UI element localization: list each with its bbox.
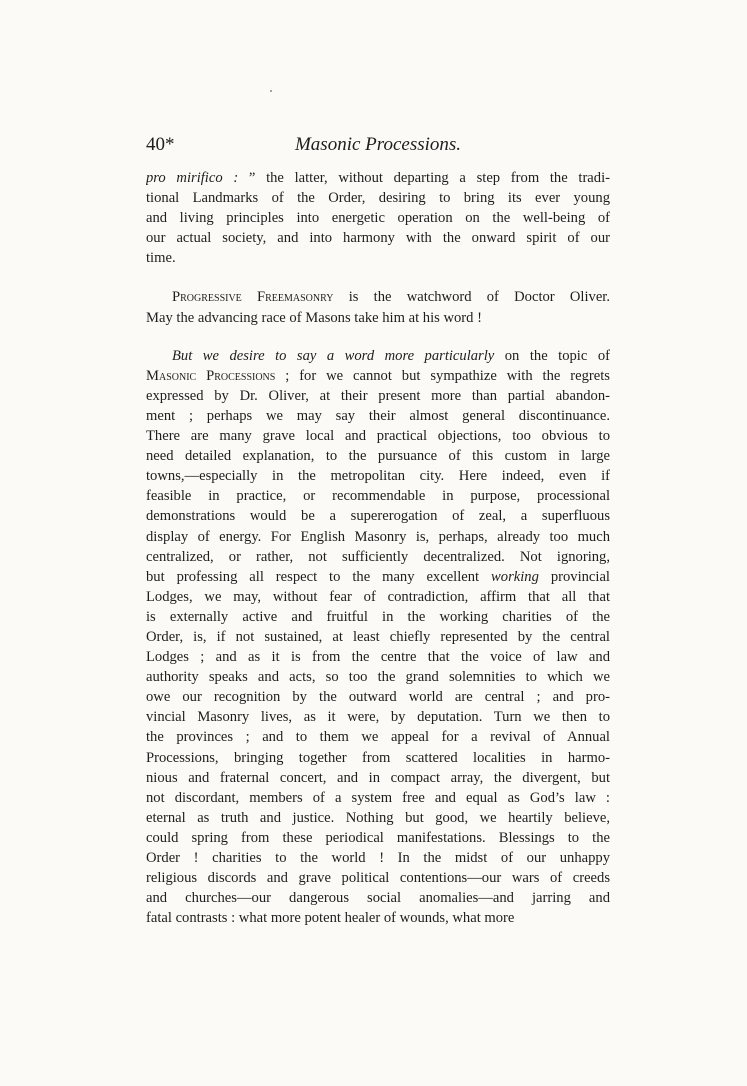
text-segment: and churches—our dangerous social anomalies—and jarring and [146, 890, 610, 907]
text-line [146, 426, 610, 446]
text-line [146, 727, 610, 747]
text-segment: feasible in practice, or recommendable in purpose, processional [146, 488, 610, 505]
text-segment: May the advancing race of Masons take him at his word ! [146, 309, 482, 326]
text-line [146, 527, 610, 547]
text-line [146, 506, 610, 526]
text-line [146, 768, 610, 788]
text-line [146, 366, 610, 386]
paragraph [146, 168, 610, 268]
paragraph-gap [146, 328, 610, 346]
text-line [146, 808, 610, 828]
text-segment: But we desire to say a word more particularly [172, 347, 495, 364]
text-segment: not discordant, members of a system free and equal as God’s law : [146, 789, 610, 806]
text-segment: There are many grave local and practical objections, too obvious to [146, 428, 610, 445]
text-segment: ” the latter, without departing a step from the tradi- [248, 170, 610, 186]
text-line [146, 346, 610, 366]
text-line [146, 567, 610, 587]
page-number: 40* [146, 134, 175, 155]
text-segment: ment ; perhaps we may say their almost general discontinuance. [146, 407, 610, 424]
paragraph-gap [146, 268, 610, 287]
text-line [146, 308, 610, 328]
text-line [146, 386, 610, 406]
text-line [146, 848, 610, 868]
text-segment: our actual society, and into harmony with the onward spirit of our [146, 230, 610, 247]
text-line [146, 667, 610, 687]
text-segment: ; for we cannot but sympathize with the regrets [275, 367, 610, 384]
text-segment: but professing all respect to the many excellent [146, 568, 492, 585]
text-segment: religious discords and grave political contentions—our wars of creeds [146, 870, 610, 887]
text-line [146, 868, 610, 888]
text-segment: working [491, 568, 539, 585]
text-line [146, 828, 610, 848]
text-segment: Order ! charities to the world ! In the midst of our unhappy [146, 850, 610, 866]
text-segment: on the topic of [494, 347, 610, 364]
text-segment: centralized, or rather, not sufficiently decentralized. Not ignoring, [146, 548, 610, 565]
text-segment: demonstrations would be a supererogation of zeal, a superfluous [146, 508, 610, 525]
text-segment: Lodges, we may, without fear of contradiction, affirm that all that [146, 588, 610, 605]
text-segment: Progressive Freemasonry [172, 289, 334, 306]
text-segment: provincial [538, 568, 610, 585]
text-segment: owe our recognition by the outward world are central ; and pro- [146, 689, 610, 706]
text-segment: Masonic Processions [146, 367, 276, 384]
text-line [146, 687, 610, 707]
running-title: Masonic Processions. [294, 134, 462, 155]
text-segment: the provinces ; and to them we appeal for a revival of Annual [146, 729, 610, 746]
paragraph [146, 346, 610, 929]
text-line [146, 707, 610, 727]
text-line [146, 406, 610, 426]
text-line [146, 446, 610, 466]
text-line [146, 587, 610, 607]
text-line [146, 486, 610, 506]
text-segment: display of energy. For English Masonry is, perhaps, already too much [146, 528, 610, 545]
text-line [146, 627, 610, 647]
text-line [146, 466, 610, 486]
text-line [146, 188, 610, 208]
page-body [146, 168, 610, 928]
text-line [146, 168, 610, 188]
text-line [146, 208, 610, 228]
text-line [146, 647, 610, 667]
text-segment: tional Landmarks of the Order, desiring to bring its ever young [146, 190, 610, 207]
page-header [146, 134, 610, 160]
text-line [146, 888, 610, 908]
text-line [146, 287, 610, 307]
text-segment: is the watchword of Doctor Oliver. [333, 289, 610, 306]
text-segment: Processions, bringing together from scattered localities in harmo- [146, 749, 610, 766]
text-segment: could spring from these periodical manifestations. Blessings to the [146, 829, 610, 846]
text-segment: eternal as truth and justice. Nothing but good, we heartily believe, [146, 809, 610, 826]
text-line [146, 748, 610, 768]
text-segment: time. [146, 250, 176, 267]
text-segment: vincial Masonry lives, as it were, by deputation. Turn we then to [146, 709, 610, 726]
text-line [146, 607, 610, 627]
text-segment: pro mirifico : [146, 170, 249, 186]
paragraph [146, 287, 610, 327]
text-segment: and living principles into energetic operation on the well-being of [146, 210, 610, 227]
text-segment: authority speaks and acts, so too the grand solemnities to which we [146, 669, 610, 686]
text-line [146, 228, 610, 248]
text-segment: nious and fraternal concert, and in compact array, the divergent, but [146, 769, 610, 786]
text-segment: towns,—especially in the metropolitan city. Here indeed, even if [146, 468, 610, 485]
text-segment: fatal contrasts : what more potent healer of wounds, what more [146, 910, 515, 927]
text-line [146, 248, 610, 268]
page-speck [270, 90, 272, 92]
text-line [146, 908, 610, 928]
text-segment: Order, is, if not sustained, at least chiefly represented by the central [146, 628, 610, 645]
text-segment: is externally active and fruitful in the working charities of the [146, 608, 610, 625]
text-line [146, 788, 610, 808]
text-segment: need detailed explanation, to the pursuance of this custom in large [146, 448, 610, 465]
text-line [146, 547, 610, 567]
text-segment: expressed by Dr. Oliver, at their present more than partial abandon- [146, 387, 610, 404]
text-segment: Lodges ; and as it is from the centre that the voice of law and [146, 649, 610, 666]
